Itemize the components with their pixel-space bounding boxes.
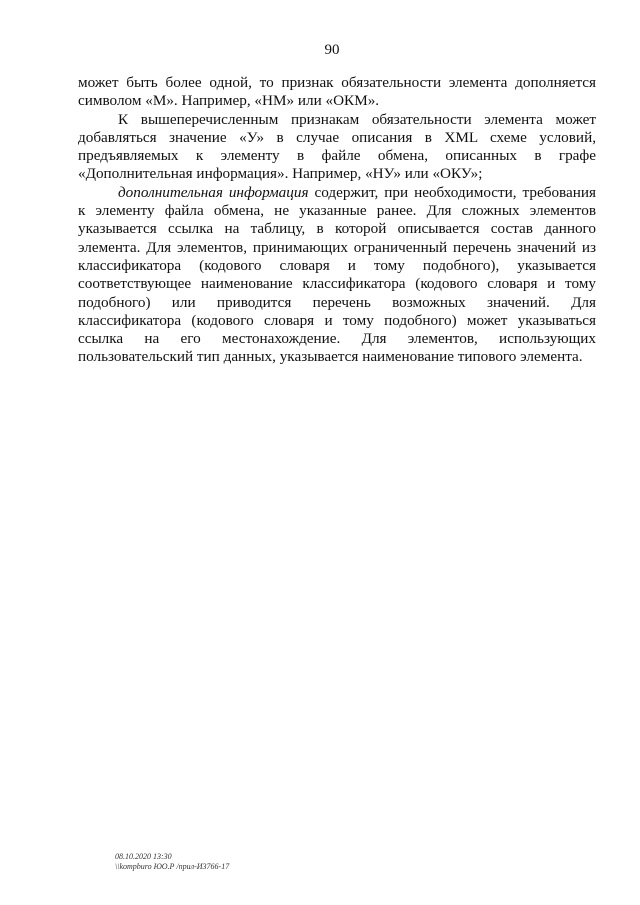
footer-stamp: [115, 852, 229, 872]
term-additional-info: дополнительная информация: [118, 183, 309, 201]
paragraph-2: К вышеперечисленным признакам обязательности элемента может добавляться значение «У» в случае описания в XML схеме условий, предъявляемых к элементу в файле обмена, описанных в графе «Дополнительная информация». Например, «НУ» или «ОКУ»;: [78, 110, 596, 183]
paragraph-3: [78, 184, 596, 367]
page-number: 90: [324, 42, 340, 58]
document-body: [78, 74, 596, 367]
footer-timestamp: 08.10.2020 13:30: [115, 852, 172, 861]
footer-file-path: \\kompburo ЮО.Р /прил-И3766-17: [115, 862, 230, 871]
paragraph-3-text: содержит, при необходимости, требования к элементу файла обмена, не указанные ранее. Для сложных элементов указывается ссылка на таблицу, в которой описывается состав данного элемента. Для элементов, принимающих ограниченный перечень значений из классификатора (кодового словаря и тому подобного), указывается соответствующее наименование классификатора (кодового словаря и тому подобного) или приводится перечень возможных значений. Для классификатора (кодового словаря и тому подобного) может указываться ссылка на его местонахождение. Для элементов, использующих пользовательский тип данных, указывается наименование типового элемента.: [78, 183, 596, 366]
paragraph-1: может быть более одной, то признак обязательности элемента дополняется символом «М». Например, «НМ» или «ОКМ».: [78, 74, 596, 110]
